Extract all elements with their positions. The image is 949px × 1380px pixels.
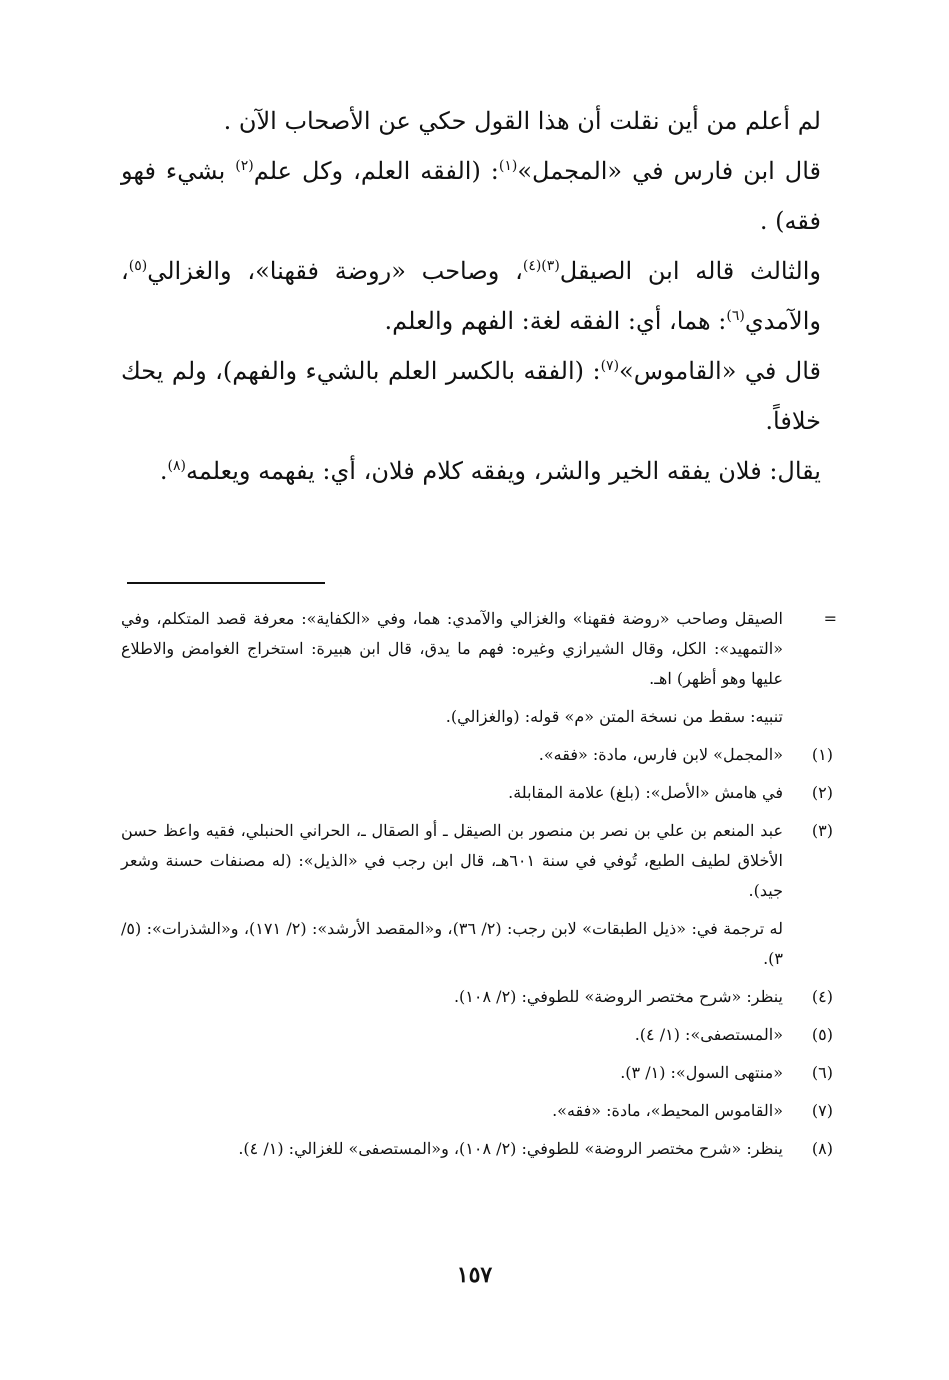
footnote-separator	[127, 582, 325, 584]
text-run: .	[159, 457, 168, 485]
footnotes	[121, 604, 837, 1172]
footnote	[121, 740, 833, 770]
text-run: قال في «القاموس»	[619, 357, 821, 385]
text-run: لم أعلم من أين نقلت أن هذا القول حكي عن الأصحاب الآن .	[223, 107, 821, 135]
text-run: : هما، أي: الفقه لغة: الفهم والعلم.	[384, 307, 727, 335]
footnote-number: (٥)	[811, 1025, 833, 1044]
footnote-number: (١)	[811, 745, 833, 764]
footnote-marker: (٦)	[726, 308, 745, 324]
footnote-bio-reference	[121, 914, 833, 974]
footnote	[121, 816, 833, 906]
footnote-number: (٨)	[811, 1139, 833, 1158]
text-run: : (الفقه بالكسر العلم بالشيء والفهم)، ولم يحك خلافاً.	[121, 357, 821, 435]
main-text	[121, 96, 821, 496]
footnote-text: «المستصفى»: (١/ ٤).	[634, 1025, 783, 1044]
footnote-marker: (٢)	[235, 158, 254, 174]
continuation-mark: =	[823, 609, 837, 628]
footnote-continuation	[121, 604, 837, 694]
footnote	[121, 1058, 833, 1088]
text-run: يقال: فلان يفقه الخير والشر، ويفقه كلام فلان، أي: يفهمه ويعلمه	[185, 457, 821, 485]
footnote-remark	[121, 702, 833, 732]
page-number: ١٥٧	[456, 1262, 493, 1288]
text-run: بشيء فهو فقه) .	[121, 157, 821, 235]
footnote-marker: (٨)	[167, 458, 186, 474]
footnote-text: له ترجمة في: «ذيل الطبقات» لابن رجب: (٢/ ٣٦)، و«المقصد الأرشد»: (٢/ ١٧١)، و«الشذرات»: (٥/ ٣).	[121, 919, 783, 968]
text-run: : (الفقه العلم، وكل علم	[253, 157, 499, 185]
footnote-text: ينظر: «شرح مختصر الروضة» للطوفي: (٢/ ١٠٨).	[453, 987, 783, 1006]
footnote-marker: (٥)	[128, 258, 148, 274]
footnote-number: (٣)	[811, 821, 833, 840]
footnote-text: «القاموس المحيط»، مادة: «فقه».	[552, 1101, 783, 1120]
text-run: ، والآمدي	[121, 257, 821, 335]
footnote-text: «منتهى السول»: (١/ ٣).	[620, 1063, 783, 1082]
paragraph	[121, 346, 821, 446]
footnote-text: تنبيه: سقط من نسخة المتن «م» قوله: (والغزالي).	[445, 707, 783, 726]
footnote	[121, 982, 833, 1012]
footnote-text: الصيقل وصاحب «روضة فقهنا» والغزالي والآمدي: هما، وفي «الكفاية»: معرفة قصد المتكلم، وفي «التمهيد»: الكل، وقال الشيرازي وغيره: فهم ما يدق، قال ابن هبيرة: استخراج الغوامض والاطلاع عليها وهو أظهر) اهـ.	[121, 609, 783, 688]
footnote-marker: (١)	[498, 158, 518, 174]
footnote-marker: (٧)	[600, 358, 620, 374]
footnote-text: في هامش «الأصل»: (بلغ) علامة المقابلة.	[508, 783, 783, 802]
footnote	[121, 1096, 833, 1126]
footnote-number: (٤)	[811, 987, 833, 1006]
footnote-text: عبد المنعم بن علي بن نصر بن منصور بن الصيقل ـ أو الصقال ـ، الحراني الحنبلي، فقيه واعظ حسن الأخلاق لطيف الطبع، تُوفي في سنة ٦٠١هـ، قال ابن رجب في «الذيل»: (له مصنفات حسنة وشعر جيد).	[121, 821, 784, 900]
footnote-text: «المجمل» لابن فارس، مادة: «فقه».	[538, 745, 783, 764]
footnote	[121, 1134, 833, 1164]
footnote-text: ينظر: «شرح مختصر الروضة» للطوفي: (٢/ ١٠٨)، و«المستصفى» للغزالي: (١/ ٤).	[238, 1139, 783, 1158]
text-run: ، وصاحب «روضة فقهنا»، والغزالي	[147, 257, 523, 285]
footnote-marker: (٣)(٤)	[522, 258, 560, 274]
footnote-number: (٢)	[811, 783, 833, 802]
text-run: والثالث قاله ابن الصيقل	[559, 257, 822, 285]
paragraph	[121, 146, 821, 246]
paragraph	[121, 446, 821, 496]
text-run: قال ابن فارس في «المجمل»	[517, 157, 821, 185]
footnote-number: (٦)	[811, 1063, 833, 1082]
footnote	[121, 778, 833, 808]
paragraph	[121, 246, 821, 346]
footnote-number: (٧)	[811, 1101, 833, 1120]
paragraph	[121, 96, 821, 146]
footnote	[121, 1020, 833, 1050]
